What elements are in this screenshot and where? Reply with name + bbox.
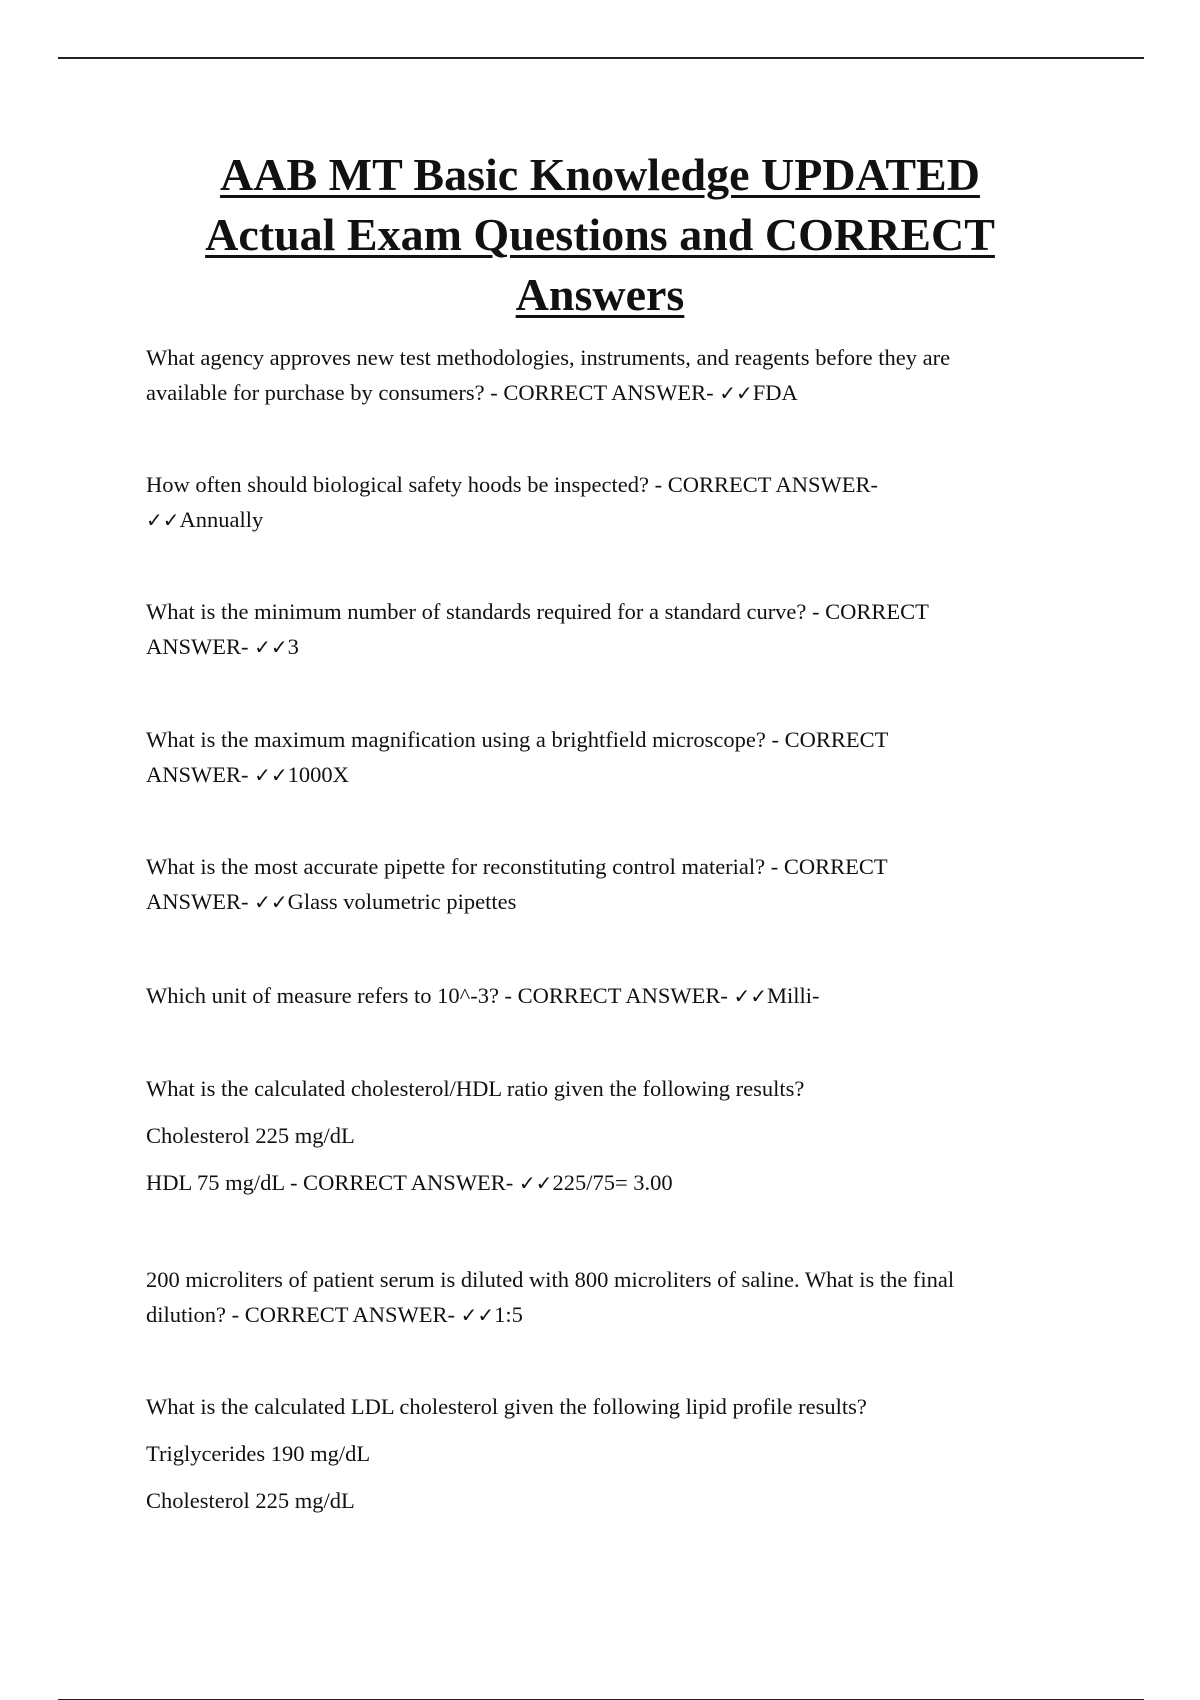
answer-text: FDA — [752, 380, 798, 405]
question-line: How often should biological safety hoods be inspected? - CORRECT ANSWER- — [146, 472, 878, 497]
question-line: Triglycerides 190 mg/dL — [146, 1441, 371, 1466]
document-title — [140, 145, 1060, 325]
question-line — [146, 757, 1046, 793]
answer-text: Glass volumetric pipettes — [287, 889, 517, 914]
answer-text: Annually — [179, 507, 264, 532]
double-check-icon: ✓✓ — [719, 381, 753, 405]
qa-item-3 — [146, 594, 1046, 665]
question-line: 200 microliters of patient serum is diluted with 800 microliters of saline. What is the final — [146, 1267, 955, 1292]
qa-item-1 — [146, 340, 1046, 411]
question-text: Which unit of measure refers to 10^-3? - CORRECT ANSWER- — [146, 983, 734, 1008]
question-line — [146, 375, 1046, 411]
answer-text: 3 — [287, 634, 299, 659]
question-text: HDL 75 mg/dL - CORRECT ANSWER- — [146, 1170, 519, 1195]
double-check-icon: ✓✓ — [518, 1171, 553, 1195]
question-line: What is the calculated cholesterol/HDL ratio given the following results? — [146, 1076, 805, 1101]
qa-item-9 — [146, 1389, 1046, 1518]
answer-text: 1:5 — [494, 1302, 523, 1327]
qa-item-6 — [146, 978, 1046, 1014]
question-line — [146, 884, 1046, 920]
double-check-icon: ✓✓ — [254, 890, 288, 914]
header-rule — [58, 57, 1144, 59]
question-line — [146, 978, 1046, 1014]
double-check-icon: ✓✓ — [254, 635, 288, 659]
question-line: Cholesterol 225 mg/dL — [146, 1123, 355, 1148]
double-check-icon: ✓✓ — [254, 763, 288, 787]
question-text: ANSWER- — [146, 762, 255, 787]
qa-item-8 — [146, 1262, 1046, 1333]
double-check-icon: ✓✓ — [460, 1303, 495, 1327]
title-line-3: Answers — [515, 269, 685, 320]
question-line — [146, 629, 1046, 665]
question-text: available for purchase by consumers? - CORRECT ANSWER- — [146, 380, 720, 405]
qa-item-4 — [146, 722, 1046, 793]
question-line: Cholesterol 225 mg/dL — [146, 1488, 355, 1513]
answer-text: 1000X — [287, 762, 349, 787]
qa-item-5 — [146, 849, 1046, 920]
double-check-icon: ✓✓ — [146, 508, 180, 532]
question-line — [146, 1165, 1046, 1201]
question-text: dilution? - CORRECT ANSWER- — [146, 1302, 461, 1327]
question-text: ANSWER- — [146, 634, 255, 659]
question-line: What agency approves new test methodologies, instruments, and reagents before they are — [146, 345, 951, 370]
question-line: What is the calculated LDL cholesterol given the following lipid profile results? — [146, 1394, 867, 1419]
title-line-1: AAB MT Basic Knowledge UPDATED — [220, 149, 980, 200]
question-line — [146, 502, 1046, 538]
double-check-icon: ✓✓ — [733, 984, 768, 1008]
answer-text: 225/75= 3.00 — [552, 1170, 673, 1195]
question-text: ANSWER- — [146, 889, 255, 914]
question-line: What is the most accurate pipette for reconstituting control material? - CORRECT — [146, 854, 888, 879]
qa-item-7 — [146, 1071, 1046, 1201]
question-line — [146, 1297, 1046, 1333]
question-line: What is the minimum number of standards required for a standard curve? - CORRECT — [146, 599, 929, 624]
question-line: What is the maximum magnification using a brightfield microscope? - CORRECT — [146, 727, 889, 752]
qa-item-2 — [146, 467, 1046, 538]
title-line-2: Actual Exam Questions and CORRECT — [205, 209, 995, 260]
answer-text: Milli- — [767, 983, 820, 1008]
